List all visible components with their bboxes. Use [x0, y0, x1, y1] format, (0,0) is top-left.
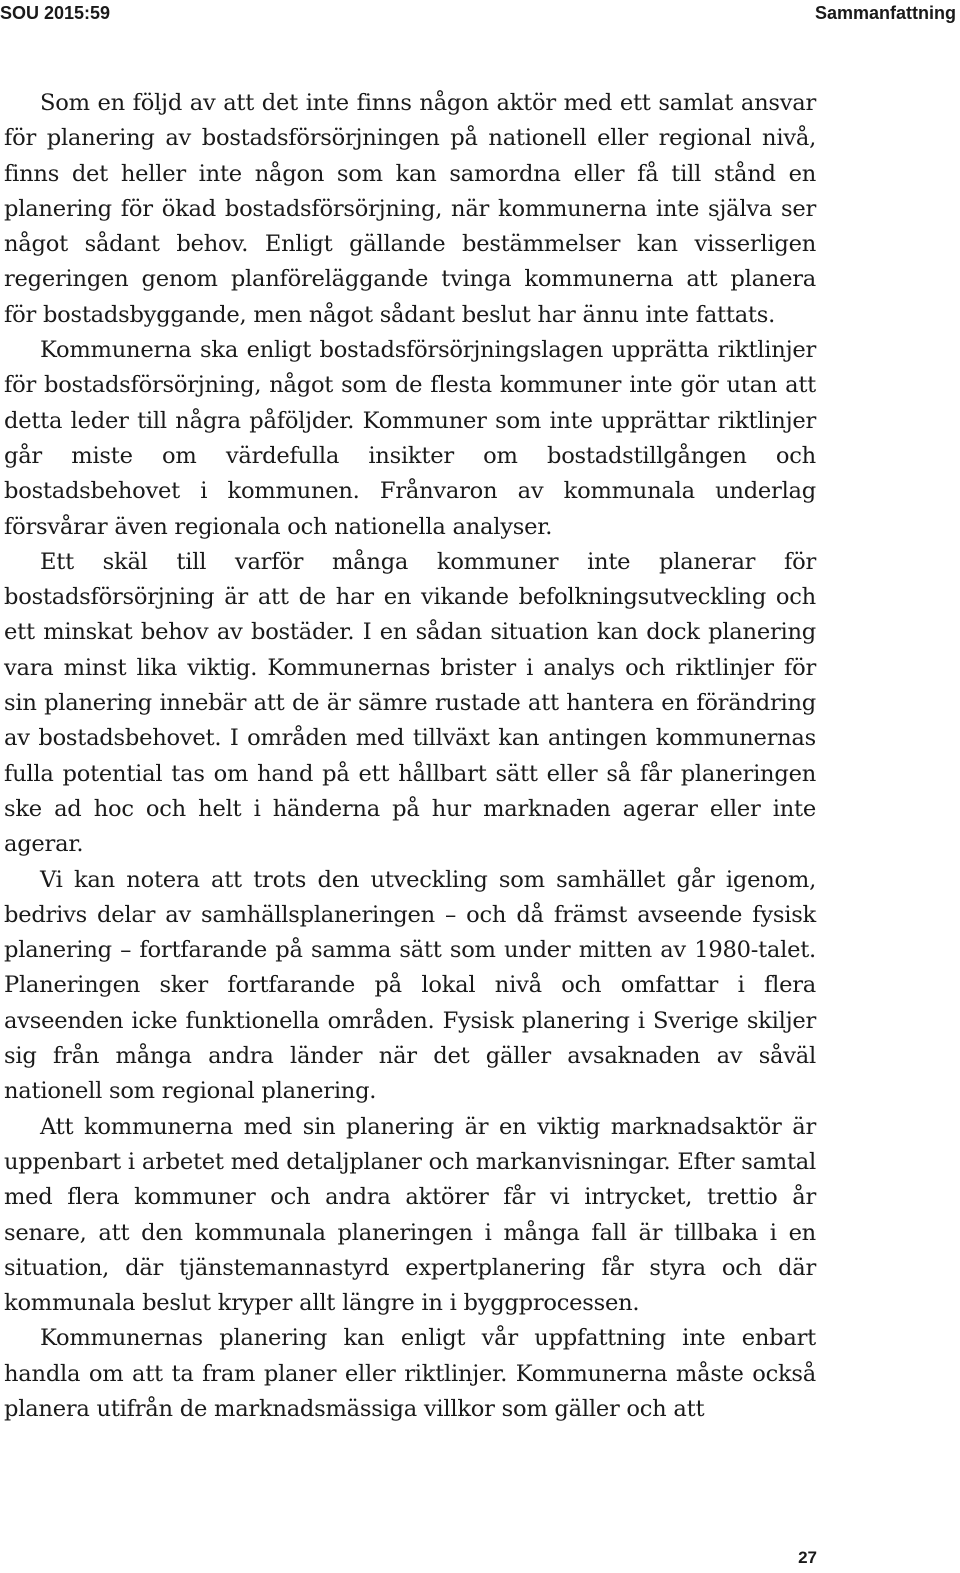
- paragraph: Kommunernas planering kan enligt vår uppfattning inte enbart handla om att ta fram planer eller riktlinjer. Kommunerna måste också planera utifrån de marknadsmässiga villkor som gäller och att: [4, 1325, 816, 1422]
- document-id: SOU 2015:59: [0, 3, 111, 23]
- section-title: Sammanfattning: [814, 3, 956, 23]
- body-text: [4, 86, 816, 1427]
- page-number: 27: [798, 1548, 817, 1567]
- paragraph: Vi kan notera att trots den utveckling som samhället går igenom, bedrivs delar av samhällsplaneringen – och då främst avseende fysisk planering – fortfarande på samma sätt som under mitten av 1980-talet. Planeringen sker fortfarande på lokal nivå och omfattar i flera avseenden icke funktionella områden. Fysisk planering i Sverige skiljer sig från många andra länder när det gäller avsaknaden av såväl nationell som regional planering.: [4, 866, 816, 1105]
- paragraph: Kommunerna ska enligt bostadsförsörjningslagen upprätta riktlinjer för bostadsförsörjning, något som de flesta kommuner inte gör utan att detta leder till några påföljder. Kommuner som inte upprättar riktlinjer går miste om värdefulla insikter om bostadstillgången och bostadsbehovet i kommunen. Frånvaron av kommunala underlag försvårar även regionala och nationella analyser.: [4, 337, 816, 540]
- paragraph: Ett skäl till varför många kommuner inte planerar för bostadsförsörjning är att de har en vikande befolkningsutveckling och ett minskat behov av bostäder. I en sådan situation kan dock planering vara minst lika viktig. Kommunernas brister i analys och riktlinjer för sin planering innebär att de är sämre rustade att hantera en förändring av bostadsbehovet. I områden med tillväxt kan antingen kommunernas fulla potential tas om hand på ett hållbart sätt eller så får planeringen ske ad hoc och helt i händerna på hur marknaden agerar eller inte agerar.: [4, 548, 816, 858]
- paragraph: Att kommunerna med sin planering är en viktig marknadsaktör är uppenbart i arbetet med detaljplaner och markanvisningar. Efter samtal med flera kommuner och andra aktörer får vi intrycket, trettio år senare, att den kommunala planeringen i många fall är tillbaka i en situation, där tjänstemannastyrd expertplanering får styra och där kommunala beslut kryper allt längre in i byggprocessen.: [4, 1113, 816, 1317]
- paragraph: Som en följd av att det inte finns någon aktör med ett samlat ansvar för planering av bostadsförsörjningen på nationell eller regional nivå, finns det heller inte någon som kan samordna eller få till stånd en planering för ökad bostadsförsörjning, när kommunerna inte själva ser något sådant behov. Enligt gällande bestämmelser kan visserligen regeringen genom planföreläggande tvinga kommunerna att planera för bostadsbyggande, men något sådant beslut har ännu inte fattats.: [4, 90, 816, 328]
- running-header: [0, 0, 960, 30]
